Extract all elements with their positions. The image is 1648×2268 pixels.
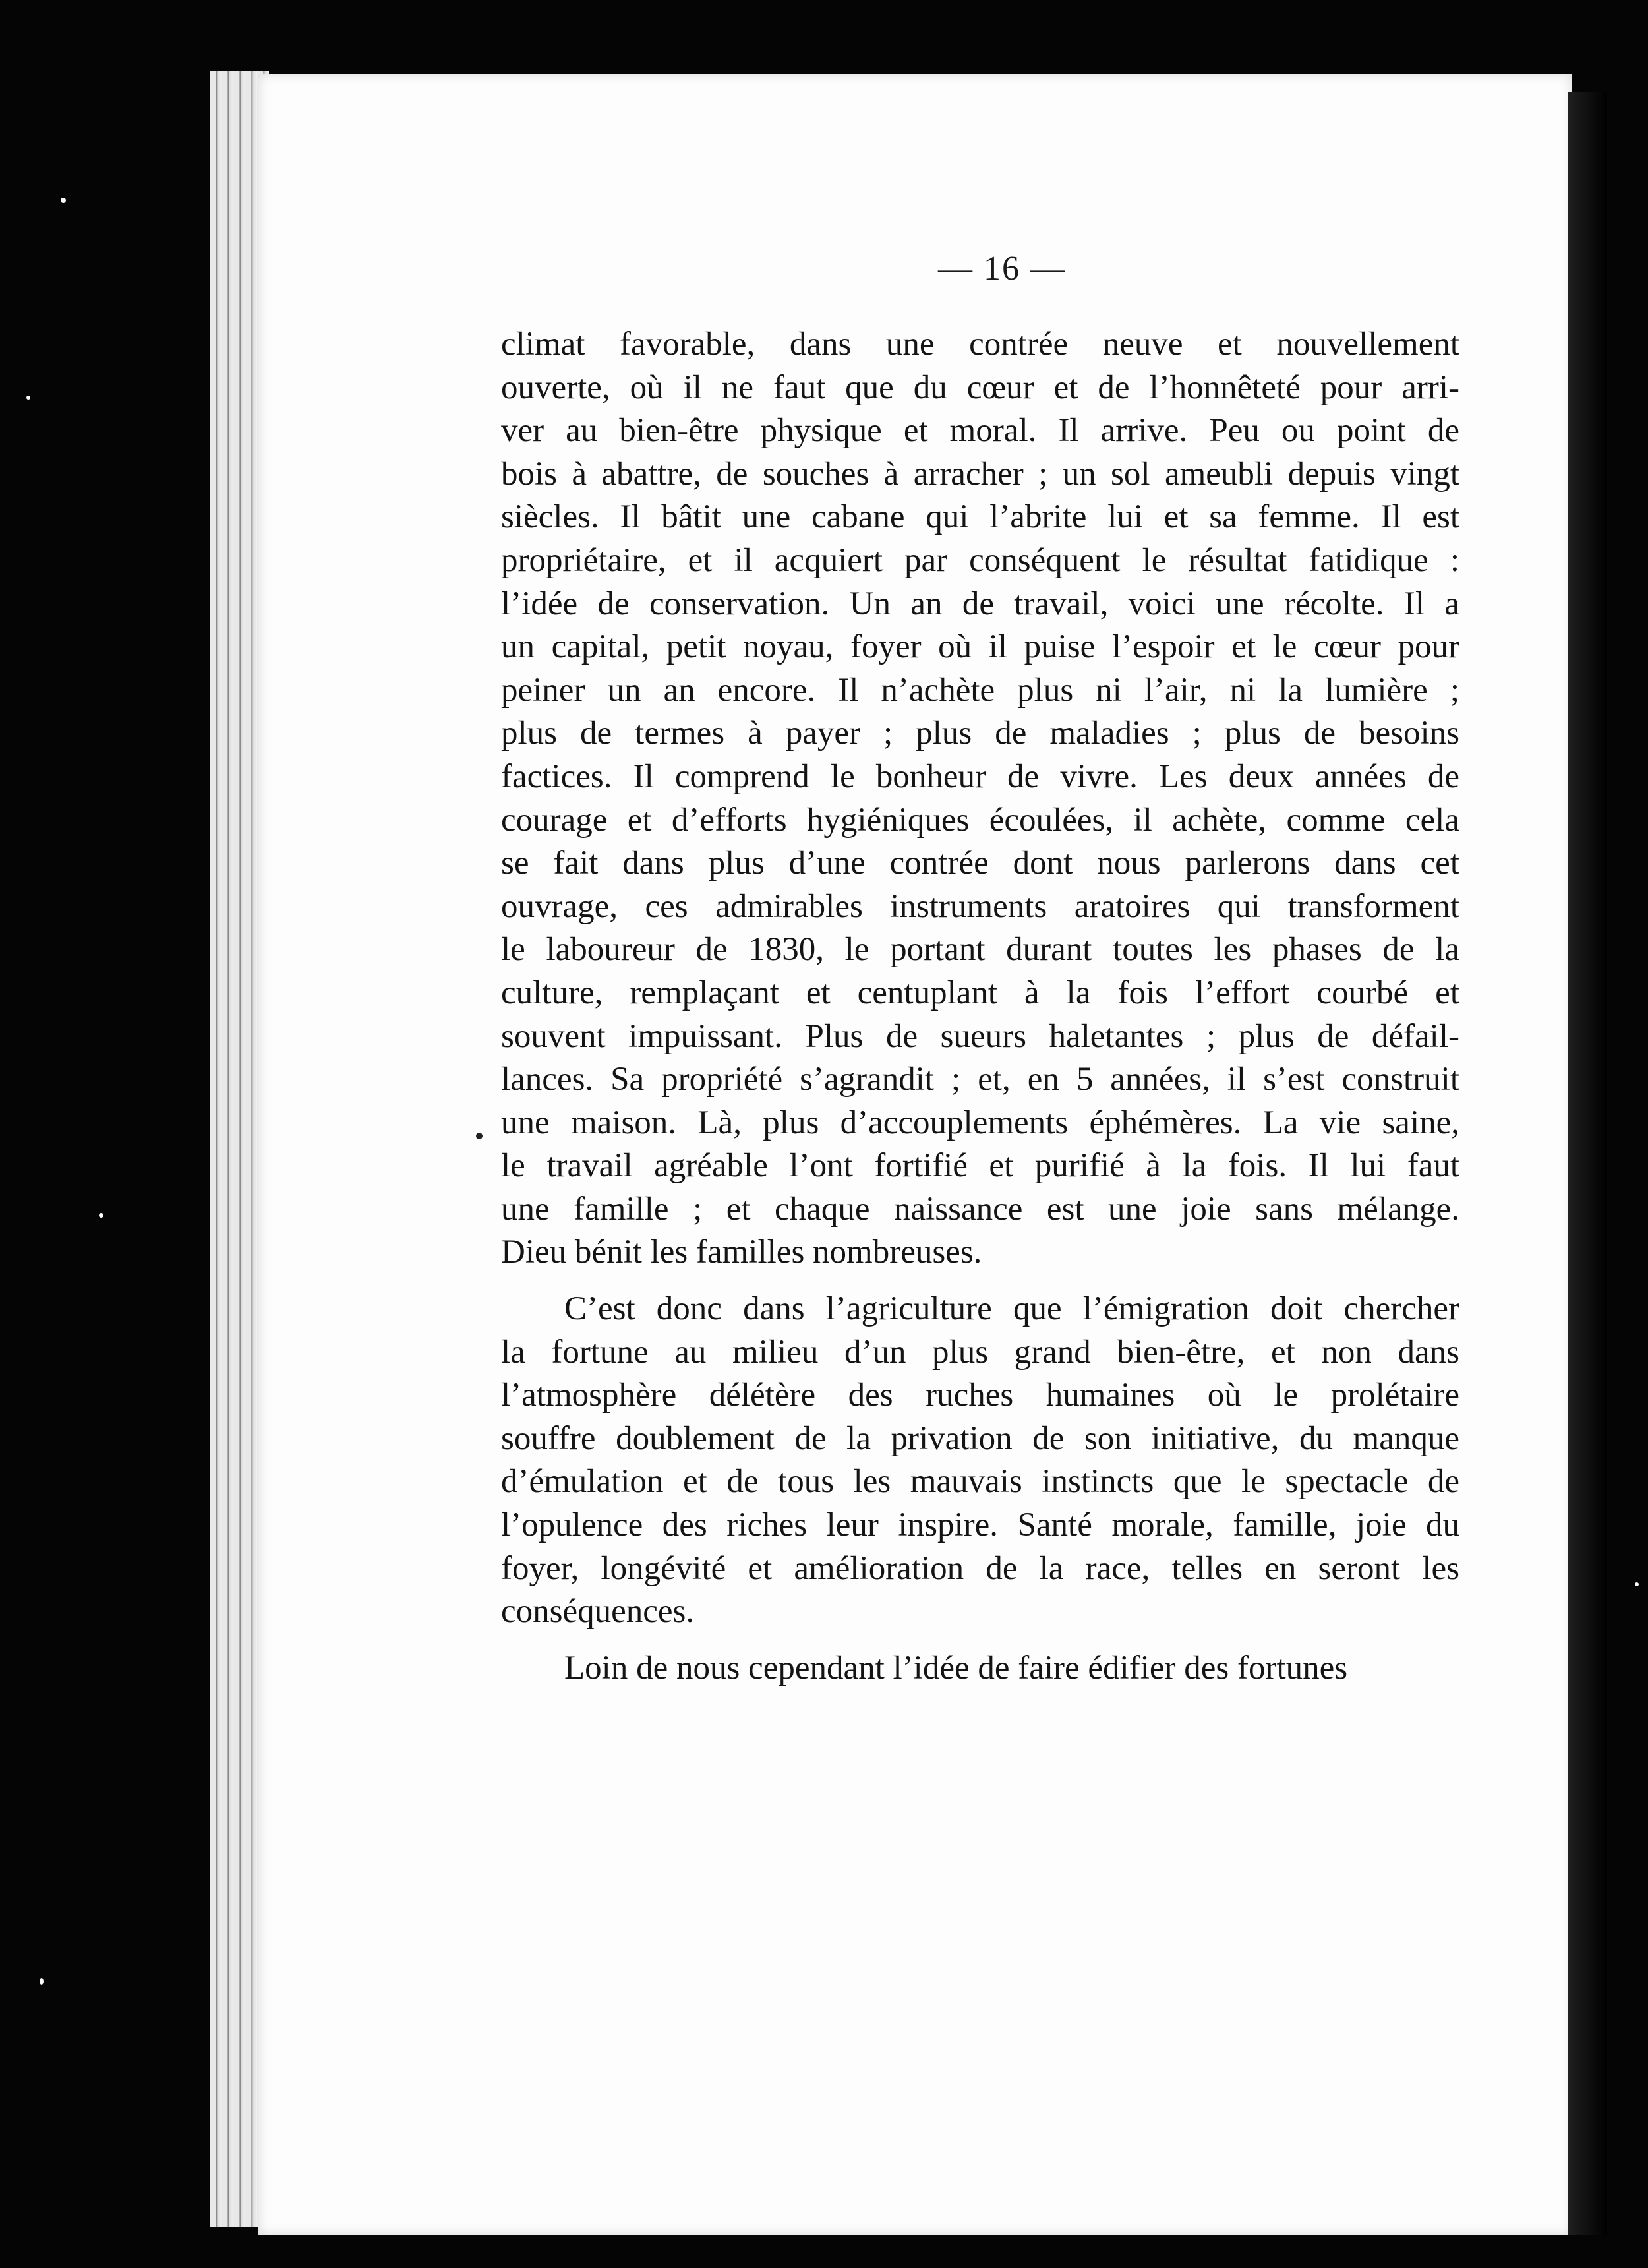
text-line: plus de termes à payer ; plus de maladies ; plus de besoins xyxy=(501,715,1459,752)
body-text xyxy=(501,323,1459,1690)
text-line: la fortune au milieu d’un plus grand bien-être, et non dans xyxy=(501,1333,1459,1371)
paragraph xyxy=(501,1288,1459,1634)
paragraph-gap xyxy=(501,1274,1459,1288)
scan-speck xyxy=(99,1213,103,1218)
text-line: courage et d’efforts hygiéniques écoulées, il achète, comme cela xyxy=(501,801,1459,839)
text-line: Dieu bénit les familles nombreuses. xyxy=(501,1234,982,1271)
text-line: le laboureur de 1830, le portant durant toutes les phases de la xyxy=(501,931,1459,969)
text-line: une famille ; et chaque naissance est une joie sans mélange. xyxy=(501,1190,1459,1228)
text-line: peiner un an encore. Il n’achète plus ni l’air, ni la lumière ; xyxy=(501,671,1459,709)
text-line: siècles. Il bâtit une cabane qui l’abrite lui et sa femme. Il est xyxy=(501,498,1459,536)
text-line: l’idée de conservation. Un an de travail, voici une récolte. Il a xyxy=(501,585,1459,622)
text-line: Loin de nous cependant l’idée de faire édifier des fortunes xyxy=(564,1649,1348,1686)
text-line: ouverte, où il ne faut que du cœur et de l’honnêteté pour arri- xyxy=(501,369,1459,406)
text-line: souvent impuissant. Plus de sueurs haletantes ; plus de défail- xyxy=(501,1017,1459,1055)
text-line: ouvrage, ces admirables instruments aratoires qui transforment xyxy=(501,887,1459,925)
text-line: conséquences. xyxy=(501,1593,695,1630)
scan-speck xyxy=(1635,1582,1639,1586)
text-line: foyer, longévité et amélioration de la race, telles en seront les xyxy=(501,1549,1459,1587)
text-line: bois à abattre, de souches à arracher ; un sol ameubli depuis vingt xyxy=(501,455,1459,492)
text-line: une maison. Là, plus d’accouplements éphémères. La vie saine, xyxy=(501,1104,1459,1141)
text-line: le travail agréable l’ont fortifié et purifié à la fois. Il lui faut xyxy=(501,1147,1459,1185)
text-line: un capital, petit noyau, foyer où il puise l’espoir et le cœur pour xyxy=(501,628,1459,666)
scan-speck xyxy=(26,396,30,400)
text-line: souffre doublement de la privation de son initiative, du manque xyxy=(501,1419,1459,1457)
scan-speck xyxy=(61,198,66,203)
paragraph xyxy=(501,323,1459,1274)
text-line: C’est donc dans l’agriculture que l’émigration doit chercher xyxy=(564,1290,1459,1328)
text-line: climat favorable, dans une contrée neuve et nouvellement xyxy=(501,326,1459,363)
text-line: l’opulence des riches leur inspire. Santé morale, famille, joie du xyxy=(501,1507,1459,1544)
paragraph xyxy=(501,1647,1459,1690)
text-line: culture, remplaçant et centuplant à la fois l’effort courbé et xyxy=(501,974,1459,1011)
page-gutter-shadow xyxy=(1568,92,1607,2235)
scan-speck xyxy=(476,1133,483,1139)
text-line: factices. Il comprend le bonheur de vivre. Les deux années de xyxy=(501,758,1459,795)
paragraph-gap xyxy=(501,1634,1459,1647)
text-line: l’atmosphère délétère des ruches humaines où le prolétaire xyxy=(501,1377,1459,1414)
text-line: se fait dans plus d’une contrée dont nous parlerons dans cet xyxy=(501,845,1459,882)
scan-speck xyxy=(40,1978,44,1984)
text-line: lances. Sa propriété s’agrandit ; et, en 5 années, il s’est construit xyxy=(501,1061,1459,1098)
text-line: ver au bien-être physique et moral. Il arrive. Peu ou point de xyxy=(501,412,1459,450)
text-line: propriétaire, et il acquiert par conséquent le résultat fatidique : xyxy=(501,541,1459,579)
text-line: d’émulation et de tous les mauvais instincts que le spectacle de xyxy=(501,1463,1459,1501)
page-number: — 16 — xyxy=(938,250,1066,287)
